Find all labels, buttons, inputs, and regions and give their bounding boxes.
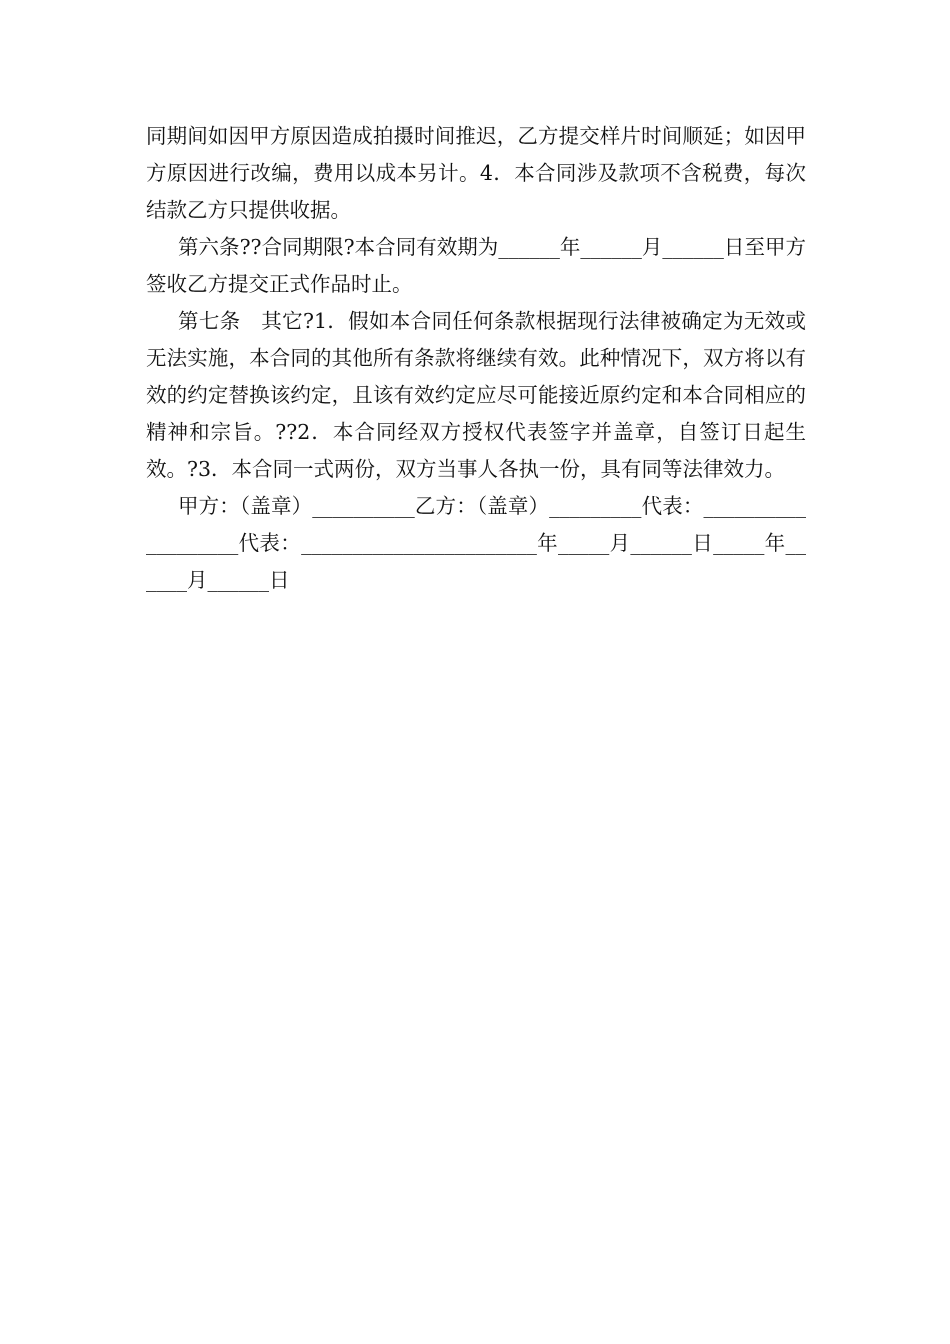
paragraph-continued: 同期间如因甲方原因造成拍摄时间推迟，乙方提交样片时间顺延；如因甲方原因进行改编，费用以成本另计。4．本合同涉及款项不含税费，每次结款乙方只提供收据。 (146, 124, 806, 222)
document-body (146, 118, 806, 599)
paragraph-article-6-term: 第六条??合同期限?本合同有效期为______年______月______日至甲方签收乙方提交正式作品时止。 (146, 235, 806, 296)
paragraph-article-7-other: 第七条 其它?1．假如本合同任何条款根据现行法律被确定为无效或无法实施，本合同的其他所有条款将继续有效。此种情况下，双方将以有效的约定替换该约定，且该有效约定应尽可能接近原约定和本合同相应的精神和宗旨。??2．本合同经双方授权代表签字并盖章，自签订日起生效。?3．本合同一式两份，双方当事人各执一份，具有同等法律效力。 (146, 309, 806, 481)
paragraph-signatures: 甲方：（盖章）__________乙方：（盖章）_________代表：___________________代表：_______________________年_____月______日_____年______月______日 (146, 494, 806, 592)
